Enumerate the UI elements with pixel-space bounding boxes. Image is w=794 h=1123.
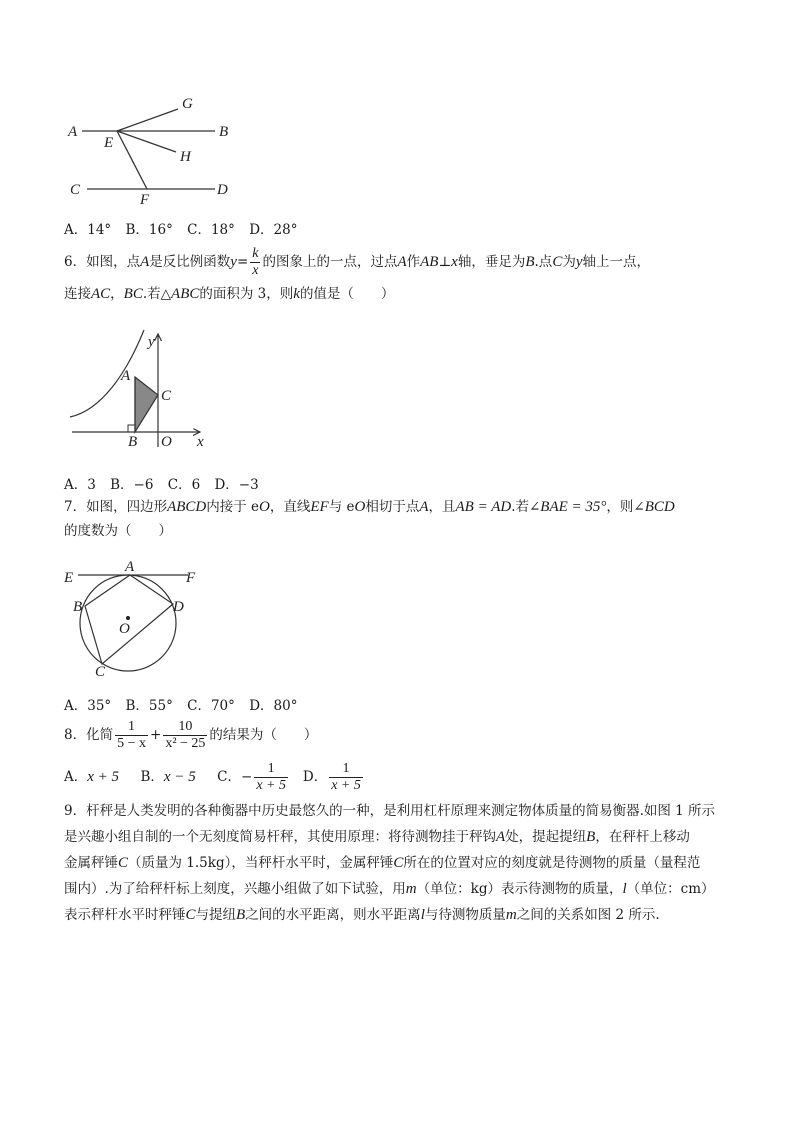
figure-q6-inverse-function: [62, 322, 212, 452]
center-point: [126, 616, 130, 620]
q5-option-d[interactable]: D．28°: [249, 222, 298, 238]
q9-line-3: 金属秤锤C（质量为 1.5kg），当秤杆水平时，金属秤锤C所在的位置对应的刻度就是待测物的质量（量程范: [64, 855, 701, 871]
label-c: C: [95, 664, 106, 680]
q5-option-c[interactable]: C．18°: [187, 222, 235, 238]
label-o: O: [119, 621, 130, 637]
q6-option-a[interactable]: A．3: [64, 477, 96, 493]
label-f: F: [140, 192, 150, 207]
label-y: y: [148, 334, 155, 350]
q6-line-2: 连接AC，BC.若△ABC的面积为 3，则k的值是（ ）: [64, 286, 395, 302]
label-b: B: [73, 599, 83, 615]
label-e: E: [104, 135, 114, 151]
q9-line-1: 9．杆秤是人类发明的各种衡器中历史最悠久的一种，是利用杠杆原理来测定物体质量的简易衡器.如图 1 所示: [64, 803, 716, 819]
q6-options: [64, 473, 269, 493]
triangle-abc: [135, 377, 158, 432]
ray-eg: [117, 109, 178, 131]
label-g: G: [182, 96, 193, 112]
q8-option-a[interactable]: A．x + 5: [64, 769, 120, 785]
q6-fraction: $\frac{k}{x}$: [252, 246, 259, 278]
q7-option-a[interactable]: A．35°: [64, 698, 112, 714]
q8-line-1: 8．化简 $\frac{1}{5 - x}$ + $\frac{10}{\text{x² − 25}}$ 的结果为（ ）: [64, 719, 318, 751]
q6-option-b[interactable]: B．−6: [110, 477, 154, 493]
q6-option-d[interactable]: D．−3: [214, 477, 259, 493]
q6-line-1: 6．如图，点A是反比例函数y= $\frac{k}{x}$ 的图象上的一点，过点A作AB⊥x轴，垂足为B.点C为y轴上一点，: [64, 246, 650, 278]
q9-line-4: 围内）.为了给秤杆标上刻度，兴趣小组做了如下试验，用m（单位：kg）表示待测物的质量，l（单位：cm）: [64, 881, 715, 897]
label-b: B: [219, 124, 229, 140]
q7-line-1: 7．如图，四边形ABCD内接于 eO，直线EF与 eO相切于点A，且AB = AD.若∠BAE = 35°，则∠BCD: [64, 499, 675, 515]
label-h: H: [180, 149, 191, 165]
figure-q5-parallel-lines: [60, 92, 240, 207]
q7-line-2: 的度数为（ ）: [64, 523, 172, 539]
q9-line-2: 是兴趣小组自制的一个无刻度简易杆秤，其使用原理：将待测物挂于秤钩A处，提起提纽B，在秤杆上移动: [64, 829, 690, 845]
hyperbola-curve: [70, 330, 144, 417]
q8-options: [64, 758, 365, 796]
label-x: x: [197, 434, 204, 450]
q8-fraction-2: $\frac{10}{\text{x² − 25}}$: [165, 719, 206, 751]
label-b: B: [128, 434, 138, 450]
q8-option-b[interactable]: B．x − 5: [140, 769, 196, 785]
right-angle-mark: [128, 425, 135, 432]
q5-options: [64, 218, 307, 238]
q7-options: [64, 694, 307, 714]
q8-option-c[interactable]: C．− $\frac{1}{x + 5}$: [217, 761, 286, 793]
q5-option-b[interactable]: B．16°: [125, 222, 173, 238]
q9-line-5: 表示秤杆水平时秤锤C与提纽B之间的水平距离，则水平距离l与待测物质量m之间的关系如图 2 所示.: [64, 907, 660, 923]
label-c: C: [161, 388, 172, 404]
label-c: C: [70, 182, 81, 198]
label-a: A: [125, 560, 135, 575]
label-d: D: [173, 599, 184, 615]
q5-option-a[interactable]: A．14°: [64, 222, 112, 238]
q6-option-c[interactable]: C．6: [167, 477, 201, 493]
q9-paragraph: [64, 798, 715, 928]
label-d: D: [217, 182, 228, 198]
label-a: A: [121, 368, 131, 384]
q7-option-c[interactable]: C．70°: [187, 698, 235, 714]
label-o: O: [161, 434, 172, 450]
label-a: A: [68, 124, 78, 140]
label-f: F: [186, 570, 196, 586]
label-e: E: [64, 570, 74, 586]
q8-fraction-1: $\frac{1}{5 - x}$: [117, 719, 146, 751]
q7-option-b[interactable]: B．55°: [125, 698, 173, 714]
q7-option-d[interactable]: D．80°: [249, 698, 298, 714]
figure-q7-circle: [58, 560, 208, 680]
q8-option-d[interactable]: D． $\frac{1}{x + 5}$: [302, 761, 361, 793]
